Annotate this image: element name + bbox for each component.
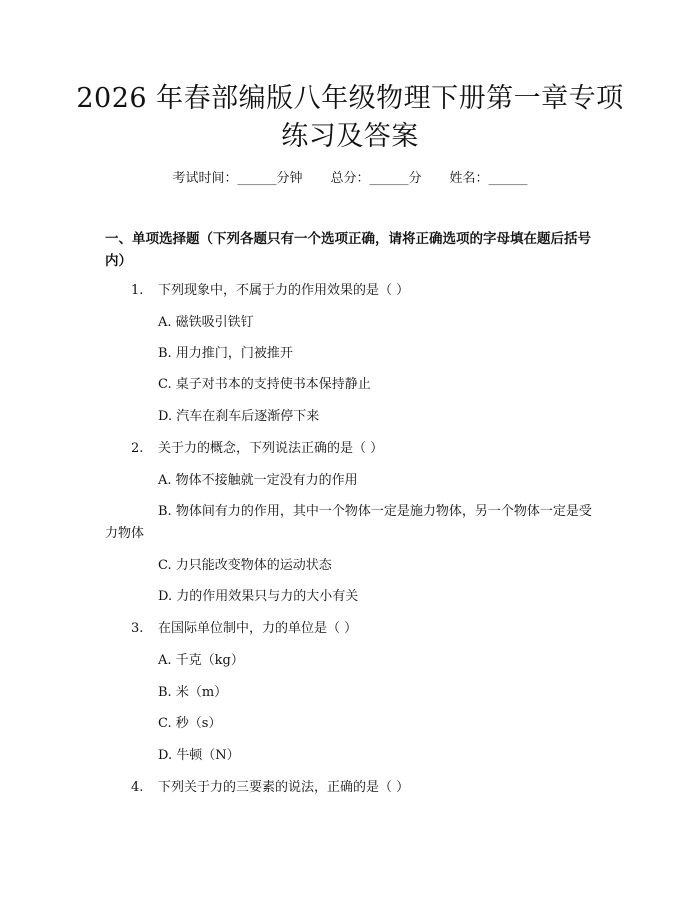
question-2-option-d: D. 力的作用效果只与力的大小有关 (158, 589, 359, 604)
question-2-option-c: C. 力只能改变物体的运动状态 (158, 558, 332, 573)
question-1-option-c: C. 桌子对书本的支持使书本保持静止 (158, 377, 371, 392)
question-3-text: 在国际单位制中，力的单位是（ ） (158, 621, 358, 636)
question-2-option-a: A. 物体不接触就一定没有力的作用 (158, 473, 358, 488)
page-title: 2026 年春部编版八年级物理下册第一章专项练习及答案 (76, 83, 624, 152)
question-3-option-a: A. 千克（kg） (158, 653, 244, 668)
question-1-option-a: A. 磁铁吸引铁钉 (158, 315, 254, 330)
question-1-option-b: B. 用力推门，门被推开 (158, 346, 293, 361)
question-2-text: 关于力的概念，下列说法正确的是（ ） (158, 441, 384, 456)
question-2-option-b: B. 物体间有力的作用，其中一个物体一定是施力物体，另一个物体一定是受力物体 (105, 504, 592, 541)
question-2-number: 2. (131, 441, 144, 456)
student-name-field: 姓名：______ (449, 171, 528, 186)
total-score-field: 总分：______分 (330, 171, 422, 186)
exam-meta (0, 170, 700, 188)
exam-time-field: 考试时间：______分钟 (172, 171, 303, 186)
section-heading: 一、单项选择题（下列各题只有一个选项正确，请将正确选项的字母填在题后括号内） (105, 231, 591, 269)
question-3-number: 3. (131, 621, 144, 636)
question-1-option-d: D. 汽车在刹车后逐渐停下来 (158, 409, 320, 424)
question-1-number: 1. (131, 283, 144, 298)
question-3-option-c: C. 秒（s） (158, 716, 222, 731)
question-3-option-b: B. 米（m） (158, 685, 228, 700)
question-1-text: 下列现象中，不属于力的作用效果的是（ ） (158, 283, 410, 298)
question-3-option-d: D. 牛顿（N） (158, 748, 240, 763)
question-4-number: 4. (131, 780, 144, 795)
question-4-text: 下列关于力的三要素的说法，正确的是（ ） (158, 780, 410, 795)
